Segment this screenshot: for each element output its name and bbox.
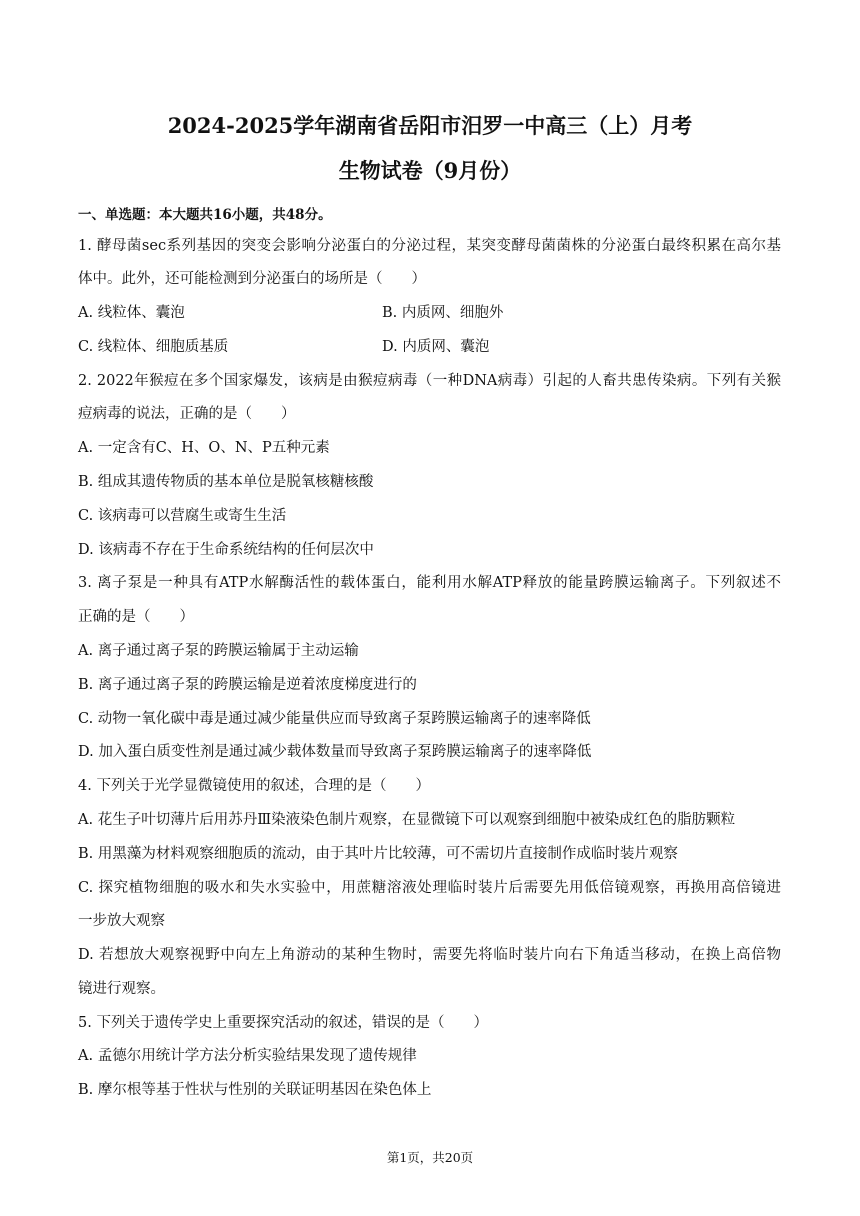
question-1-option-a: A. 线粒体、囊泡 xyxy=(78,305,185,321)
question-4-option-a: A. 花生子叶切薄片后用苏丹Ⅲ染液染色制片观察，在显微镜下可以观察到细胞中被染成红色的脂肪颗粒 xyxy=(78,812,736,828)
question-2-stem-line-2: 痘病毒的说法，正确的是（ ） xyxy=(78,406,296,422)
section-heading: 一、单选题：本大题共16小题，共48分。 xyxy=(78,207,332,223)
question-4-option-d-line-2: 镜进行观察。 xyxy=(78,981,165,997)
question-4-option-b: B. 用黑藻为材料观察细胞质的流动，由于其叶片比较薄，可不需切片直接制作成临时装片观察 xyxy=(78,846,678,862)
question-5-option-a: A. 孟德尔用统计学方法分析实验结果发现了遗传规律 xyxy=(78,1048,417,1064)
question-4-option-c-line-1: C. 探究植物细胞的吸水和失水实验中，用蔗糖溶液处理临时装片后需要先用低倍镜观察，再换用高倍镜进 xyxy=(78,880,781,896)
question-1-option-b: B. 内质网、细胞外 xyxy=(382,305,504,321)
question-2-option-c: C. 该病毒可以营腐生或寄生生活 xyxy=(78,508,287,524)
exam-title: 2024-2025学年湖南省岳阳市汨罗一中高三（上）月考 xyxy=(167,113,693,138)
question-5-stem-line-1: 5. 下列关于遗传学史上重要探究活动的叙述，错误的是（ ） xyxy=(78,1015,488,1031)
exam-subtitle: 生物试卷（9月份） xyxy=(338,158,522,183)
question-2-stem-line-1: 2. 2022年猴痘在多个国家爆发，该病是由猴痘病毒（一种DNA病毒）引起的人畜共患传染病。下列有关猴 xyxy=(78,373,781,389)
question-3-option-b: B. 离子通过离子泵的跨膜运输是逆着浓度梯度进行的 xyxy=(78,677,417,693)
question-2-option-b: B. 组成其遗传物质的基本单位是脱氧核糖核酸 xyxy=(78,474,374,490)
question-3-stem-line-1: 3. 离子泵是一种具有ATP水解酶活性的载体蛋白，能利用水解ATP释放的能量跨膜运输离子。下列叙述不 xyxy=(78,575,781,591)
question-5-option-b: B. 摩尔根等基于性状与性别的关联证明基因在染色体上 xyxy=(78,1082,432,1098)
question-2-option-a: A. 一定含有C、H、O、N、P五种元素 xyxy=(78,440,330,456)
question-3-option-a: A. 离子通过离子泵的跨膜运输属于主动运输 xyxy=(78,643,359,659)
page-footer: 第1页，共20页 xyxy=(386,1150,474,1165)
question-3-stem-line-2: 正确的是（ ） xyxy=(78,609,194,625)
question-1-option-c: C. 线粒体、细胞质基质 xyxy=(78,339,229,355)
question-1-stem-line-2: 体中。此外，还可能检测到分泌蛋白的场所是（ ） xyxy=(78,271,426,287)
question-3-option-c: C. 动物一氧化碳中毒是通过减少能量供应而导致离子泵跨膜运输离子的速率降低 xyxy=(78,711,591,727)
question-1-option-d: D. 内质网、囊泡 xyxy=(382,339,490,355)
question-3-option-d: D. 加入蛋白质变性剂是通过减少载体数量而导致离子泵跨膜运输离子的速率降低 xyxy=(78,744,592,760)
question-1-stem-line-1: 1. 酵母菌sec系列基因的突变会影响分泌蛋白的分泌过程，某突变酵母菌菌株的分泌蛋白最终积累在高尔基 xyxy=(78,238,781,254)
question-4-option-c-line-2: 一步放大观察 xyxy=(78,913,165,929)
question-4-stem-line-1: 4. 下列关于光学显微镜使用的叙述，合理的是（ ） xyxy=(78,778,430,794)
question-4-option-d-line-1: D. 若想放大观察视野中向左上角游动的某种生物时，需要先将临时装片向右下角适当移动，在换上高倍物 xyxy=(78,947,781,963)
question-2-option-d: D. 该病毒不存在于生命系统结构的任何层次中 xyxy=(78,542,374,558)
